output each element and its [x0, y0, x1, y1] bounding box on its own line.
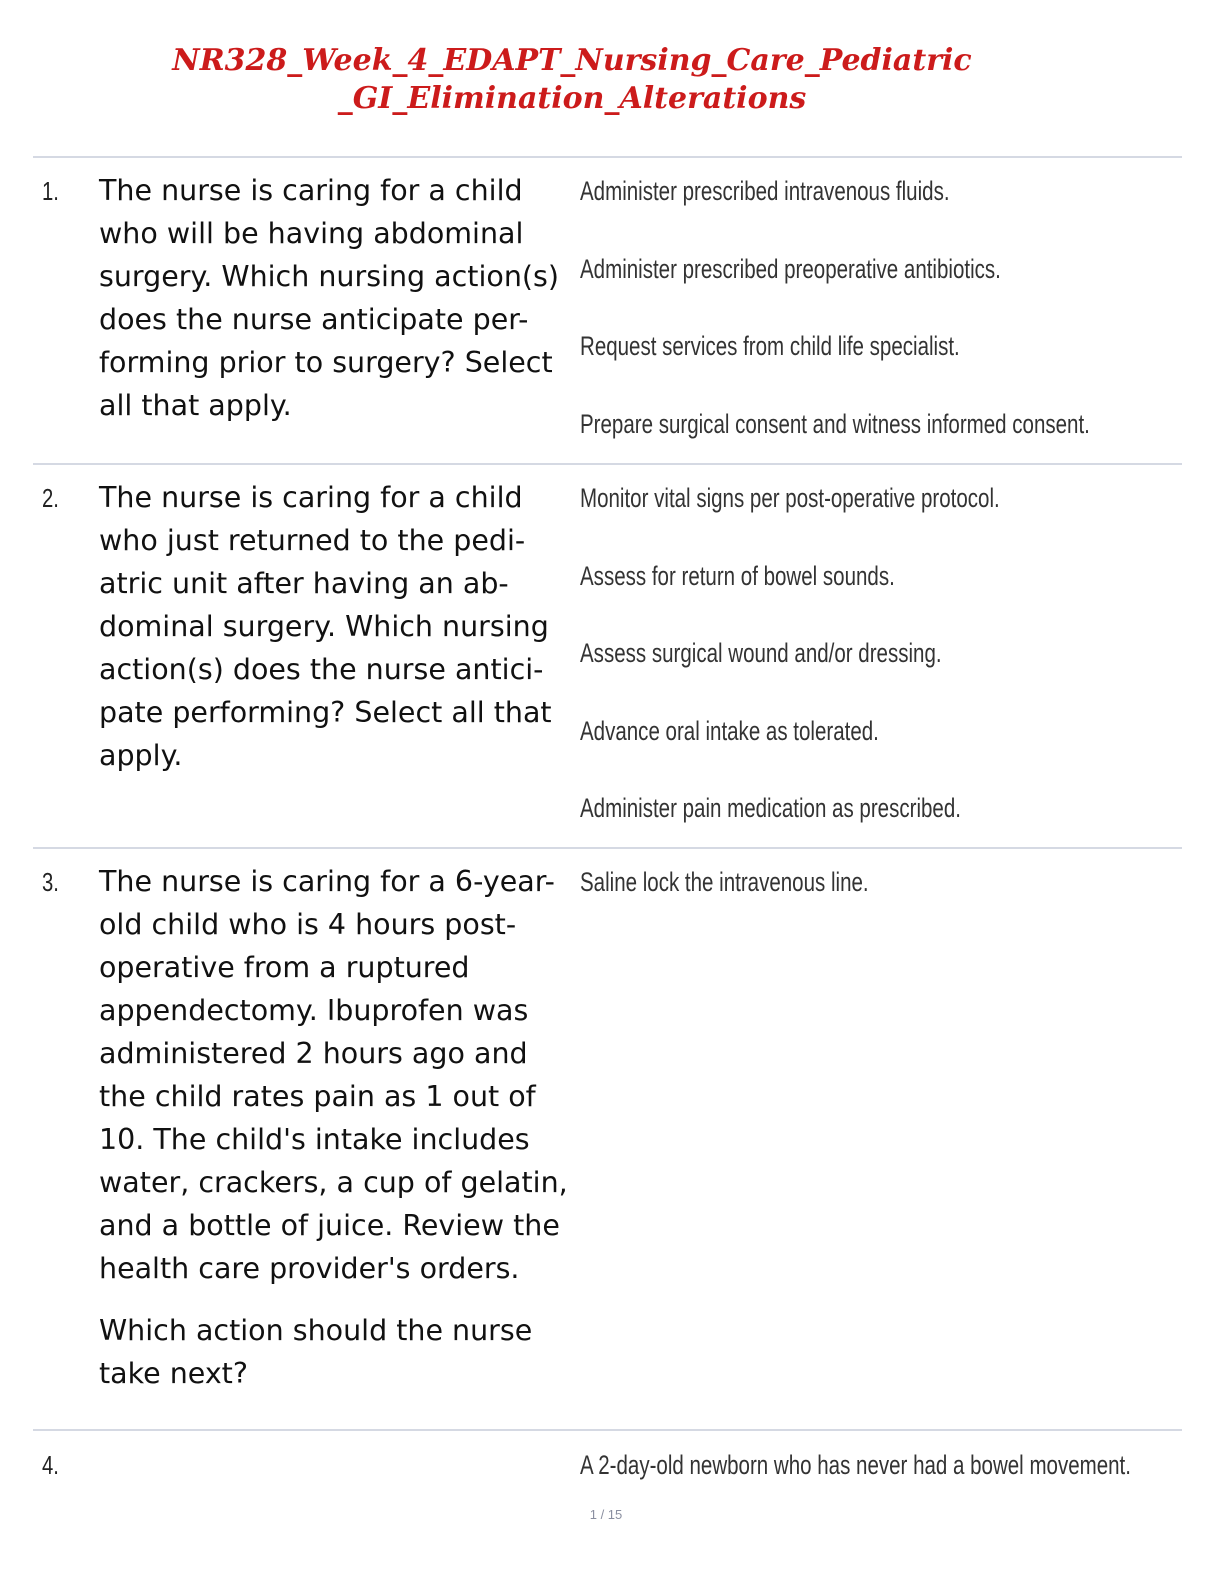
answer-option[interactable]: Saline lock the intravenous line.: [580, 867, 869, 897]
divider: [33, 847, 1182, 849]
answer-option[interactable]: Administer pain medication as prescribed.: [580, 793, 961, 823]
divider: [33, 463, 1182, 465]
answer-list: [580, 481, 1132, 869]
answer-option[interactable]: Monitor vital signs per post-operative protocol.: [580, 483, 1000, 513]
document-title: [0, 42, 1144, 118]
answer-option[interactable]: Prepare surgical consent and witness informed consent.: [580, 408, 1090, 439]
question-number: 3.: [42, 867, 59, 897]
question-number: 4.: [42, 1450, 59, 1480]
answer-option[interactable]: A 2-day-old newborn who has never had a bowel movement.: [580, 1450, 1131, 1480]
question-text: [99, 476, 577, 777]
answer-option[interactable]: Administer prescribed intravenous fluids.: [580, 176, 950, 206]
question-text: [99, 860, 579, 1395]
question-paragraph: Which action should the nurse take next?: [99, 1314, 533, 1390]
page-number: 1 / 15: [589, 1507, 623, 1522]
answer-list: [580, 174, 1224, 484]
title-line-2: _GI_Elimination_Alterations: [337, 81, 807, 116]
answer-option[interactable]: Administer prescribed preoperative antibiotics.: [580, 253, 1001, 284]
answer-list: [580, 865, 960, 943]
title-line-1: NR328_Week_4_EDAPT_Nursing_Care_Pediatric: [172, 43, 972, 78]
question-text: [99, 169, 577, 427]
answer-option[interactable]: Assess surgical wound and/or dressing.: [580, 638, 942, 668]
question-number: 1.: [42, 176, 59, 206]
question-paragraph: The nurse is caring for a child who just returned to the pedi-atric unit after having an ab-dominal surgery. Which nursing action(s) does the nurse antici-pate performing? Select all that apply.: [99, 481, 552, 772]
divider: [33, 1429, 1182, 1431]
question-paragraph: The nurse is caring for a 6-year-old child who is 4 hours post-operative from a ruptured appendectomy. Ibuprofen was administered 2 hours ago and the child rates pain as 1 out of 10. The child's intake includes water, crackers, a cup of gelatin, and a bottle of juice. Review the health care provider's orders.: [99, 865, 568, 1285]
question-number: 2.: [42, 483, 59, 513]
divider: [33, 156, 1182, 158]
question-paragraph: The nurse is caring for a child who will be having abdominal surgery. Which nursing action(s) does the nurse anticipate per-forming prior to surgery? Select all that apply.: [99, 174, 559, 422]
answer-option[interactable]: Advance oral intake as tolerated.: [580, 715, 879, 746]
answer-option[interactable]: Request services from child life specialist.: [580, 331, 960, 361]
answer-option[interactable]: Assess for return of bowel sounds.: [580, 560, 895, 591]
